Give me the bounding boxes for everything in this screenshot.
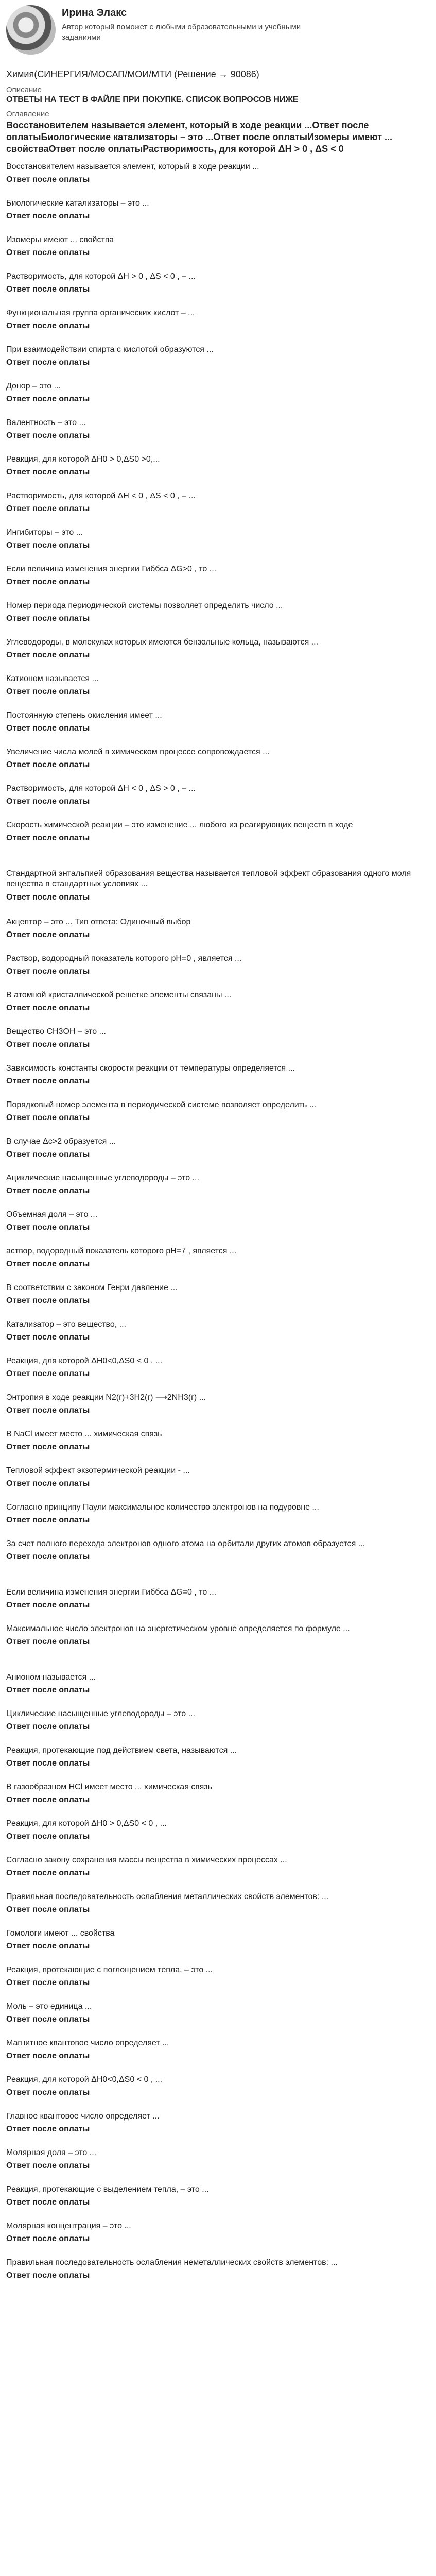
question-text: Максимальное число электронов на энергетическом уровне определяется по формуле ...: [6, 1624, 350, 1633]
answer-label: Ответ после оплаты: [6, 1795, 90, 1805]
question-text: Растворимость, для которой ΔН < 0 , ΔS < 0 , – ...: [6, 491, 196, 500]
answer-label: Ответ после оплаты: [6, 1369, 90, 1379]
question-text: Порядковый номер элемента в периодической системе позволяет определить ...: [6, 1100, 317, 1109]
question-text: Реакция, для которой ΔН0 > 0,ΔS0 < 0 , ...: [6, 1819, 167, 1828]
question-text: Анионом называется ...: [6, 1672, 96, 1682]
list-item: [6, 868, 430, 916]
answer-label: Ответ после оплаты: [6, 2198, 90, 2207]
question-text: Правильная последовательность ослабления металлических свойств элементов: ...: [6, 1892, 329, 1901]
answer-label: Ответ после оплаты: [6, 1722, 90, 1732]
answer-label: Ответ после оплаты: [6, 468, 90, 477]
answer-label: Ответ после оплаты: [6, 2125, 90, 2134]
answer-label: Ответ после оплаты: [6, 2088, 90, 2097]
answer-label: Ответ после оплаты: [6, 1333, 90, 1342]
question-text: Катализатор – это вещество, ...: [6, 1319, 126, 1329]
question-text: Согласно закону сохранения массы вещества в химических процессах ...: [6, 1855, 287, 1865]
answer-label: Ответ после оплаты: [6, 1942, 90, 1951]
answer-label: Ответ после оплаты: [6, 175, 90, 184]
list-item: [6, 1501, 430, 1538]
question-text: Если величина изменения энергии Гиббса ΔG>0 , то ...: [6, 564, 217, 573]
answer-label: Ответ после оплаты: [6, 358, 90, 367]
list-item: [6, 1209, 430, 1245]
list-item: [6, 1854, 430, 1891]
answer-label: Ответ после оплаты: [6, 248, 90, 258]
answer-label: Ответ после оплаты: [6, 1187, 90, 1196]
list-item: [6, 2257, 430, 2293]
list-item: [6, 1392, 430, 1428]
list-item: [6, 1818, 430, 1854]
question-text: В газообразном HCl имеет место ... химическая связь: [6, 1782, 212, 1791]
answer-label: Ответ после оплаты: [6, 212, 90, 221]
answer-label: Ответ после оплаты: [6, 1832, 90, 1841]
answer-label: Ответ после оплаты: [6, 1113, 90, 1123]
answer-label: Ответ после оплаты: [6, 687, 90, 697]
answer-label: Ответ после оплаты: [6, 834, 90, 843]
question-text: Восстановителем называется элемент, который в ходе реакции ...: [6, 162, 259, 171]
list-item: [6, 417, 430, 453]
answer-label: Ответ после оплаты: [6, 1905, 90, 1914]
list-item: [6, 344, 430, 380]
question-text: Номер периода периодической системы позволяет определить число ...: [6, 601, 283, 610]
question-text: За счет полного перехода электронов одного атома на орбитали других атомов образуется ...: [6, 1539, 365, 1548]
list-item: [6, 453, 430, 490]
question-text: При взаимодействии спирта с кислотой образуются ...: [6, 345, 214, 354]
list-item: [6, 673, 430, 709]
list-item: [6, 527, 430, 563]
question-text: Биологические катализаторы – это ...: [6, 198, 149, 208]
list-item: [6, 989, 430, 1026]
question-text: В NaCl имеет место ... химическая связь: [6, 1429, 162, 1438]
list-item: [6, 709, 430, 746]
toc-label: Оглавление: [6, 109, 49, 118]
list-item: [6, 1465, 430, 1501]
answer-label: Ответ после оплаты: [6, 651, 90, 660]
list-item: [6, 1781, 430, 1818]
answer-label: Ответ после оплаты: [6, 797, 90, 806]
toc-text: Восстановителем называется элемент, который в ходе реакции ...Ответ после оплатыБиологические катализаторы – это ...Ответ после оплатыИзомеры имеют ... свойстваОтвет после оплатыРастворимость, для которой ΔН > 0 , ΔS < 0: [6, 120, 393, 155]
list-item: [6, 1062, 430, 1099]
list-item: [6, 307, 430, 344]
answer-label: Ответ после оплаты: [6, 1637, 90, 1647]
list-item: [6, 1172, 430, 1209]
author-block: [6, 5, 430, 64]
question-text: Реакция, протекающие с выделением тепла, – это ...: [6, 2184, 209, 2194]
list-item: [6, 234, 430, 270]
question-text: Вещество CH3OH – это ...: [6, 1027, 106, 1036]
list-item: [6, 1538, 430, 1586]
list-item: [6, 380, 430, 417]
list-item: [6, 2001, 430, 2037]
question-text: Ациклические насыщенные углеводороды – это ...: [6, 1173, 199, 1182]
list-item: [6, 2183, 430, 2220]
question-text: Стандартной энтальпией образования вещества называется тепловой эффект образования одного моля вещества в стандартных условиях ...: [6, 869, 411, 889]
list-item: [6, 1708, 430, 1744]
answer-label: Ответ после оплаты: [6, 1296, 90, 1306]
question-text: Согласно принципу Паули максимальное количество электронов на подуровне ...: [6, 1502, 319, 1512]
question-text: В случае Δc>2 образуется ...: [6, 1137, 116, 1146]
question-text: В соответствии с законом Генри давление ...: [6, 1283, 178, 1292]
question-text: аствор, водородный показатель которого pH=7 , является ...: [6, 1246, 237, 1256]
answer-label: Ответ после оплаты: [6, 1150, 90, 1159]
question-text: Постоянную степень окисления имеет ...: [6, 710, 162, 720]
answer-label: Ответ после оплаты: [6, 893, 90, 902]
question-text: Растворимость, для которой ΔН < 0 , ΔS > 0 , – ...: [6, 784, 196, 793]
question-text: Если величина изменения энергии Гиббса ΔG=0 , то ...: [6, 1587, 217, 1597]
avatar[interactable]: [6, 5, 56, 55]
list-item: [6, 1099, 430, 1136]
answer-label: Ответ после оплаты: [6, 1869, 90, 1878]
list-item: [6, 953, 430, 989]
answer-label: Ответ после оплаты: [6, 1004, 90, 1013]
question-text: Раствор, водородный показатель которого pH=0 , является ...: [6, 954, 242, 963]
question-text: Донор – это ...: [6, 381, 61, 391]
list-item: [6, 1623, 430, 1671]
list-item: [6, 1318, 430, 1355]
question-text: Энтропия в ходе реакции N2(г)+3Н2(г) ⟶2NН3(г) ...: [6, 1393, 206, 1402]
list-item: [6, 1282, 430, 1318]
list-item: [6, 2110, 430, 2147]
author-name[interactable]: Ирина Элакс: [62, 7, 127, 19]
list-item: [6, 783, 430, 819]
list-item: [6, 1891, 430, 1927]
answer-label: Ответ после оплаты: [6, 1443, 90, 1452]
list-item: [6, 600, 430, 636]
question-text: Акцептор – это ... Тип ответа: Одиночный выбор: [6, 917, 191, 926]
answer-label: Ответ после оплаты: [6, 930, 90, 940]
answer-label: Ответ после оплаты: [6, 541, 90, 550]
list-item: [6, 1355, 430, 1392]
question-text: Молярная доля – это ...: [6, 2148, 97, 2157]
question-text: Валентность – это ...: [6, 418, 86, 427]
answer-label: Ответ после оплаты: [6, 1260, 90, 1269]
list-item: [6, 1026, 430, 1062]
list-item: [6, 1428, 430, 1465]
question-text: Магнитное квантовое число определяет ...: [6, 2038, 169, 2047]
answer-label: Ответ после оплаты: [6, 578, 90, 587]
list-item: [6, 197, 430, 234]
question-text: Молярная концентрация – это ...: [6, 2221, 131, 2230]
answer-label: Ответ после оплаты: [6, 967, 90, 976]
list-item: [6, 1927, 430, 1964]
question-text: Реакция, протекающие с поглощением тепла, – это ...: [6, 1965, 213, 1974]
list-item: [6, 819, 430, 868]
question-text: Гомологи имеют ... свойства: [6, 1928, 115, 1938]
answer-label: Ответ после оплаты: [6, 321, 90, 331]
answer-label: Ответ после оплаты: [6, 1516, 90, 1525]
question-text: Функциональная группа органических кислот – ...: [6, 308, 195, 317]
answer-label: Ответ после оплаты: [6, 1223, 90, 1232]
answer-label: Ответ после оплаты: [6, 1552, 90, 1562]
answer-label: Ответ после оплаты: [6, 2234, 90, 2244]
list-item: [6, 746, 430, 783]
list-item: [6, 1964, 430, 2001]
list-item: [6, 161, 430, 197]
question-text: Моль – это единица ...: [6, 2002, 92, 2011]
answer-label: Ответ после оплаты: [6, 395, 90, 404]
list-item: [6, 270, 430, 307]
list-item: [6, 1136, 430, 1172]
question-text: Скорость химической реакции – это изменение ... любого из реагирующих веществ в ходе: [6, 820, 353, 829]
answer-label: Ответ после оплаты: [6, 431, 90, 440]
list-item: [6, 2074, 430, 2110]
answer-label: Ответ после оплаты: [6, 1406, 90, 1415]
list-item: [6, 916, 430, 953]
question-list: [6, 161, 430, 2293]
question-text: В атомной кристаллической решетке элементы связаны ...: [6, 990, 232, 999]
answer-label: Ответ после оплаты: [6, 1601, 90, 1610]
list-item: [6, 563, 430, 600]
list-item: [6, 490, 430, 527]
answer-label: Ответ после оплаты: [6, 614, 90, 623]
list-item: [6, 1586, 430, 1623]
description-label: Описание: [6, 85, 42, 94]
page-title: Химия(СИНЕРГИЯ/МОСАП/МОИ/МТИ (Решение → 90086): [6, 69, 259, 79]
question-text: Реакция, для которой ΔН0<0,ΔS0 < 0 , ...: [6, 2075, 163, 2084]
answer-label: Ответ после оплаты: [6, 1479, 90, 1488]
answer-label: Ответ после оплаты: [6, 1759, 90, 1768]
question-text: Циклические насыщенные углеводороды – это ...: [6, 1709, 195, 1718]
answer-label: Ответ после оплаты: [6, 1077, 90, 1086]
list-item: [6, 2147, 430, 2183]
question-text: Ингибиторы – это ...: [6, 528, 83, 537]
question-text: Реакция, для которой ΔН0<0,ΔS0 < 0 , ...: [6, 1356, 163, 1365]
answer-label: Ответ после оплаты: [6, 2161, 90, 2171]
list-item: [6, 1245, 430, 1282]
answer-label: Ответ после оплаты: [6, 504, 90, 514]
question-text: Правильная последовательность ослабления неметаллических свойств элементов: ...: [6, 2258, 338, 2267]
description-text: ОТВЕТЫ НА ТЕСТ В ФАЙЛЕ ПРИ ПОКУПКЕ. СПИСОК ВОПРОСОВ НИЖЕ: [6, 95, 299, 104]
question-text: Тепловой эффект экзотермической реакции - ...: [6, 1466, 190, 1475]
question-text: Изомеры имеют ... свойства: [6, 235, 114, 244]
question-text: Реакция, для которой ΔН0 > 0,ΔS0 >0,...: [6, 454, 160, 464]
question-text: Углеводороды, в молекулах которых имеются бензольные кольца, называются ...: [6, 637, 319, 647]
answer-label: Ответ после оплаты: [6, 2015, 90, 2024]
question-text: Катионом называется ...: [6, 674, 99, 683]
author-description: Автор который поможет с любыми образовательными и учебными заданиями: [62, 23, 301, 42]
list-item: [6, 2037, 430, 2074]
list-item: [6, 636, 430, 673]
answer-label: Ответ после оплаты: [6, 724, 90, 733]
answer-label: Ответ после оплаты: [6, 285, 90, 294]
answer-label: Ответ после оплаты: [6, 760, 90, 770]
list-item: [6, 1671, 430, 1708]
question-text: Главное квантовое число определяет ...: [6, 2111, 160, 2121]
question-text: Реакция, протекающие под действием света, называются ...: [6, 1745, 237, 1755]
answer-label: Ответ после оплаты: [6, 2052, 90, 2061]
list-item: [6, 1744, 430, 1781]
question-text: Объемная доля – это ...: [6, 1210, 98, 1219]
list-item: [6, 2220, 430, 2257]
answer-label: Ответ после оплаты: [6, 2271, 90, 2280]
answer-label: Ответ после оплаты: [6, 1978, 90, 1988]
question-text: Растворимость, для которой ΔН > 0 , ΔS < 0 , – ...: [6, 272, 196, 281]
answer-label: Ответ после оплаты: [6, 1040, 90, 1049]
question-text: Увеличение числа молей в химическом процессе сопровождается ...: [6, 747, 270, 756]
author-info: [62, 5, 329, 42]
question-text: Зависимость константы скорости реакции от температуры определяется ...: [6, 1063, 295, 1073]
answer-label: Ответ после оплаты: [6, 1686, 90, 1695]
